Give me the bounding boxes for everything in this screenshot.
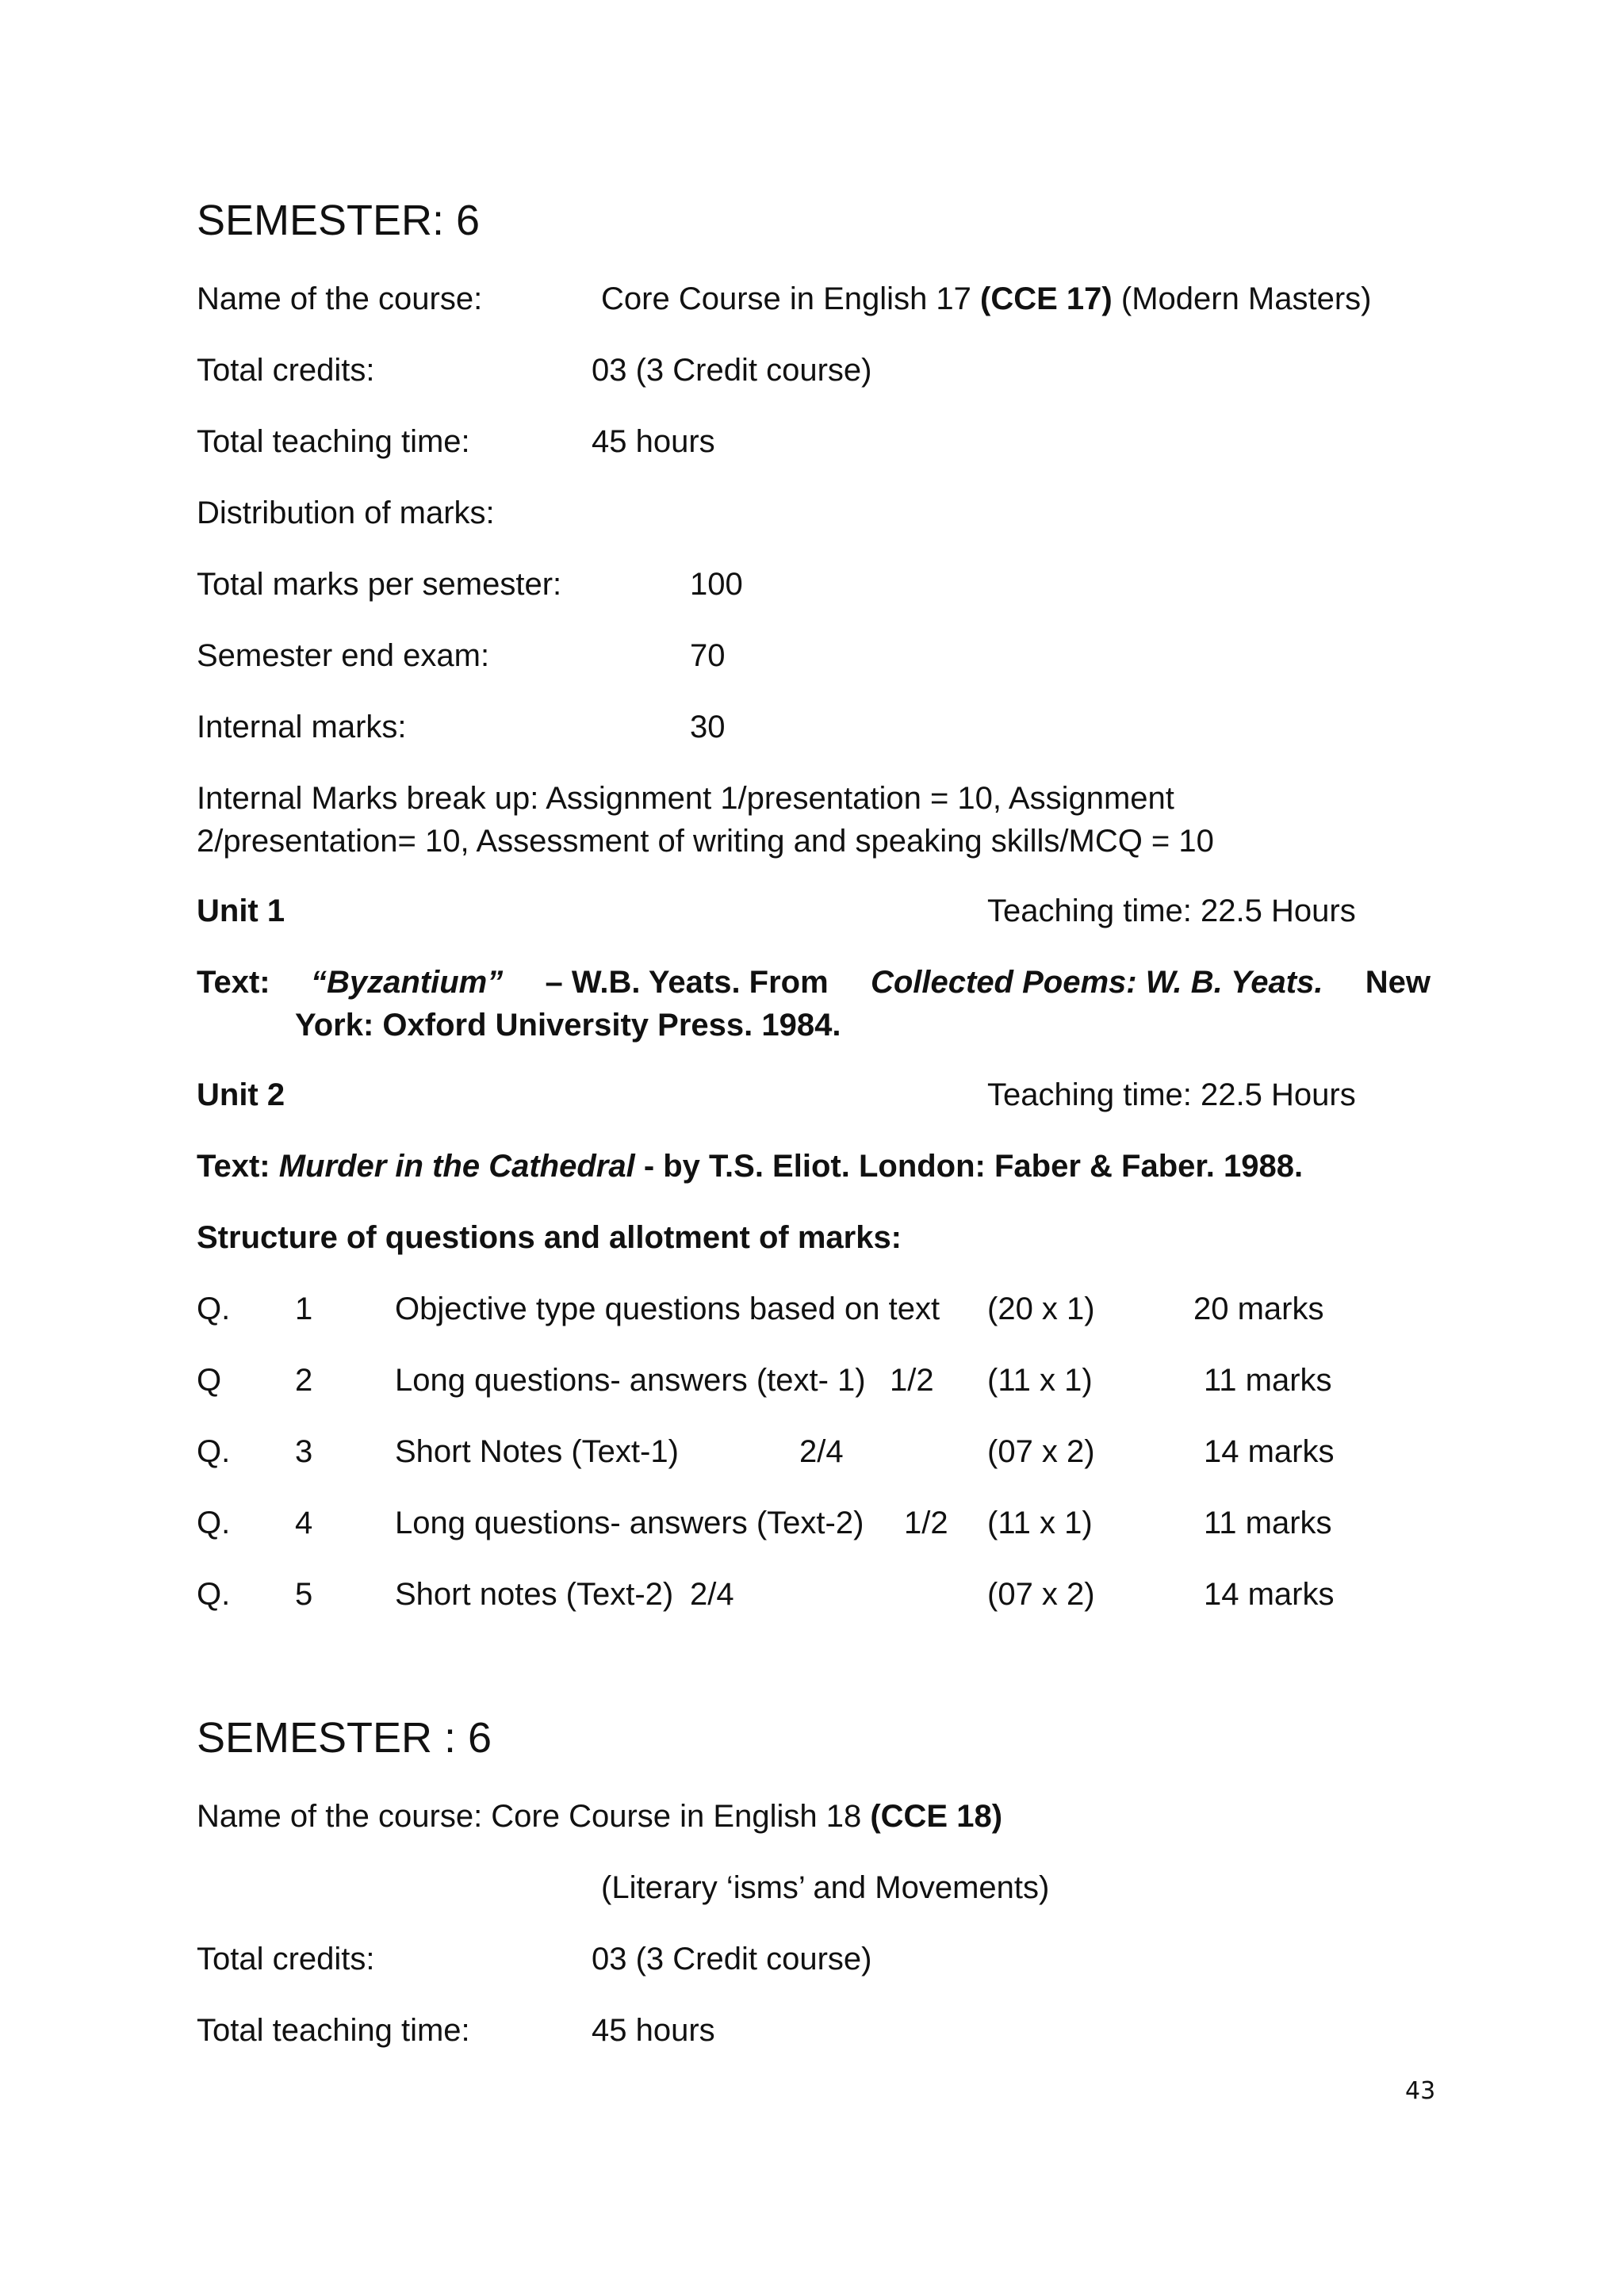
question-prefix: Q. [197, 1292, 231, 1326]
teaching-time-value: 45 hours [592, 424, 715, 459]
unit-1-label: Unit 1 [197, 894, 285, 928]
unit-2-text [197, 1145, 1303, 1188]
question-row [0, 1502, 1624, 1544]
question-calc: (11 x 1) [987, 1363, 1093, 1398]
question-description: Long questions- answers (Text-2) [395, 1506, 864, 1540]
question-choice: 2/4 [690, 1577, 734, 1612]
unit-2-label: Unit 2 [197, 1077, 285, 1112]
course-name: Core Course in English 17 [601, 281, 971, 316]
unit-1-text-label: Text: [197, 965, 270, 1000]
unit-1-collection: Collected Poems: W. B. Yeats. [870, 965, 1323, 1000]
credits-label: Total credits: [197, 353, 375, 388]
internal-marks-value: 30 [690, 710, 726, 744]
distribution-label: Distribution of marks: [197, 496, 495, 530]
unit-2-title: Murder in the Cathedral [278, 1149, 635, 1184]
question-calc: (20 x 1) [987, 1292, 1095, 1326]
question-row [0, 1573, 1624, 1616]
course-name-2: Name of the course: Core Course in English 18 [197, 1799, 862, 1834]
question-number: 5 [295, 1577, 313, 1612]
credits-label-2: Total credits: [197, 1942, 375, 1976]
teaching-time-label-2: Total teaching time: [197, 2013, 470, 2048]
credits-value: 03 (3 Credit course) [592, 353, 872, 388]
total-marks-value: 100 [690, 567, 743, 602]
unit-2-rest: - by T.S. Eliot. London: Faber & Faber. 1988. [643, 1149, 1304, 1184]
question-prefix: Q. [197, 1506, 231, 1540]
question-prefix: Q. [197, 1434, 231, 1469]
credits-value-2: 03 (3 Credit course) [592, 1942, 872, 1976]
course-name-label: Name of the course: [197, 281, 483, 316]
end-exam-value: 70 [690, 638, 726, 673]
question-number: 1 [295, 1292, 313, 1326]
course-name-value [601, 277, 1372, 320]
breakup-line-2: 2/presentation= 10, Assessment of writing and speaking skills/MCQ = 10 [197, 824, 1214, 859]
semester-heading-2: SEMESTER : 6 [197, 1714, 492, 1762]
end-exam-label: Semester end exam: [197, 638, 490, 673]
question-calc: (07 x 2) [987, 1434, 1095, 1469]
question-row [0, 1288, 1624, 1330]
course-subtitle: (Modern Masters) [1120, 281, 1372, 316]
question-marks: 11 marks [1204, 1363, 1332, 1398]
question-marks: 11 marks [1204, 1506, 1332, 1540]
teaching-time-label: Total teaching time: [197, 424, 470, 459]
question-number: 4 [295, 1506, 313, 1540]
structure-heading: Structure of questions and allotment of marks: [197, 1220, 902, 1255]
unit-1-text-line-1 [311, 961, 1431, 1004]
question-number: 2 [295, 1363, 313, 1398]
unit-1-title: “Byzantium” [311, 965, 504, 1000]
question-choice: 2/4 [799, 1434, 844, 1469]
unit-2-text-label: Text: [197, 1149, 270, 1184]
question-choice: 1/2 [904, 1506, 948, 1540]
question-description: Objective type questions based on text [395, 1292, 940, 1326]
question-prefix: Q [197, 1363, 222, 1398]
unit-2-time: Teaching time: 22.5 Hours [987, 1077, 1356, 1112]
course-name-line-2 [197, 1795, 1002, 1838]
question-marks: 14 marks [1204, 1434, 1335, 1469]
course-subtitle-2: (Literary ‘isms’ and Movements) [601, 1870, 1050, 1905]
question-description: Short Notes (Text-1) [395, 1434, 679, 1469]
question-description: Long questions- answers (text- 1) [395, 1363, 866, 1398]
question-marks: 14 marks [1204, 1577, 1335, 1612]
question-number: 3 [295, 1434, 313, 1469]
unit-1-new: New [1365, 965, 1431, 1000]
question-description: Short notes (Text-2) [395, 1577, 674, 1612]
unit-1-author: – W.B. Yeats. From [545, 965, 829, 1000]
question-calc: (11 x 1) [987, 1506, 1093, 1540]
unit-1-text-line-2: York: Oxford University Press. 1984. [295, 1008, 841, 1043]
course-code: (CCE 17) [980, 281, 1113, 316]
question-marks: 20 marks [1193, 1292, 1324, 1326]
question-choice: 1/2 [890, 1363, 934, 1398]
total-marks-label: Total marks per semester: [197, 567, 562, 602]
course-code-2: (CCE 18) [870, 1799, 1003, 1834]
question-row [0, 1359, 1624, 1402]
page-number: 43 [1405, 2077, 1436, 2105]
teaching-time-value-2: 45 hours [592, 2013, 715, 2048]
unit-1-time: Teaching time: 22.5 Hours [987, 894, 1356, 928]
question-row [0, 1430, 1624, 1473]
question-calc: (07 x 2) [987, 1577, 1095, 1612]
internal-marks-label: Internal marks: [197, 710, 407, 744]
semester-heading: SEMESTER: 6 [197, 197, 481, 244]
question-prefix: Q. [197, 1577, 231, 1612]
breakup-line-1: Internal Marks break up: Assignment 1/presentation = 10, Assignment [197, 781, 1174, 816]
